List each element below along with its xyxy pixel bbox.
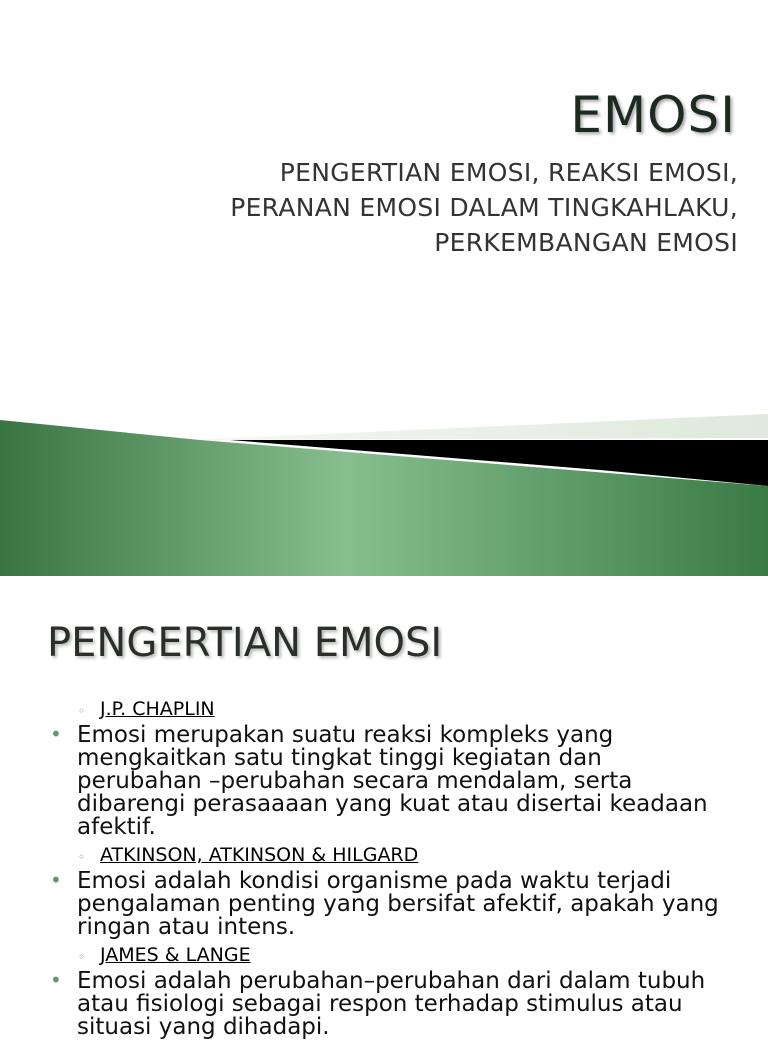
sub-bullet-icon: ◦ bbox=[78, 850, 86, 864]
sub-bullet-icon: ◦ bbox=[78, 704, 86, 718]
content-slide bbox=[0, 576, 768, 1040]
source-text: J.P. CHAPLIN bbox=[100, 698, 215, 720]
source-label-james-lange bbox=[0, 944, 768, 966]
source-label-chaplin bbox=[0, 698, 768, 720]
subtitle-line-1: PENGERTIAN EMOSI, REAKSI EMOSI, bbox=[279, 158, 738, 187]
definition-text: Emosi merupakan suatu reaksi kompleks yang mengkaitkan satu tingkat tinggi kegiatan dan perubahan –perubahan secara mendalam, serta dibarengi perasaaaan yang kuat atau disertai keadaan afektif. bbox=[77, 722, 708, 840]
bullet-icon: • bbox=[50, 968, 62, 992]
slide-title: EMOSI bbox=[570, 86, 736, 144]
subtitle-line-3: PERKEMBANGAN EMOSI bbox=[434, 228, 738, 257]
subtitle-line-2: PERANAN EMOSI DALAM TINGKAHLAKU, bbox=[230, 193, 738, 222]
bullet-icon: • bbox=[50, 868, 62, 892]
definition-text: Emosi adalah kondisi organisme pada waktu terjadi pengalaman penting yang bersifat afektif, apakah yang ringan atau intens. bbox=[77, 868, 719, 940]
source-text: JAMES & LANGE bbox=[100, 944, 251, 966]
source-text: ATKINSON, ATKINSON & HILGARD bbox=[100, 844, 419, 866]
source-label-atkinson bbox=[0, 844, 768, 866]
band-pale-strip bbox=[190, 414, 768, 440]
definition-text: Emosi adalah perubahan–perubahan dari dalam tubuh atau fisiologi sebagai respon terhadap stimulus atau situasi yang dihadapi. bbox=[77, 968, 706, 1040]
bullet-icon: • bbox=[50, 722, 62, 746]
section-title: PENGERTIAN EMOSI bbox=[47, 620, 443, 666]
definition-paragraph bbox=[0, 870, 768, 939]
sub-bullet-icon: ◦ bbox=[78, 950, 86, 964]
definition-paragraph bbox=[0, 970, 768, 1039]
definitions-list bbox=[0, 698, 768, 1044]
definition-paragraph bbox=[0, 724, 768, 839]
